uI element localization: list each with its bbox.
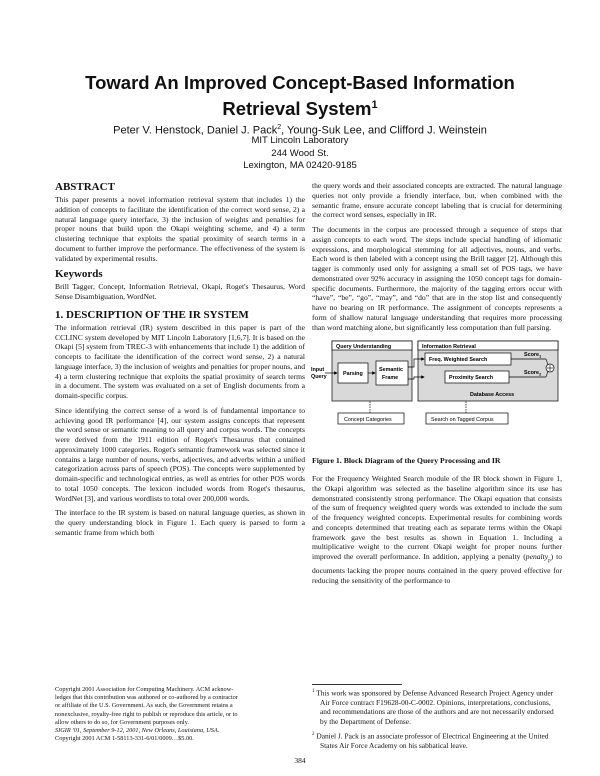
footnote-2-mark: 2 bbox=[312, 732, 315, 738]
freq-weighted-search-label: Freq. Weighted Search bbox=[429, 357, 488, 364]
figure-1-diagram bbox=[310, 337, 562, 452]
footnote-1 bbox=[312, 687, 562, 726]
semantic-frame-box bbox=[376, 361, 408, 385]
query-understanding-label: Query Understanding bbox=[336, 344, 392, 351]
left-column bbox=[55, 181, 305, 543]
authors-before: Peter V. Henstock, Daniel J. Pack bbox=[113, 124, 278, 137]
score-1-label bbox=[524, 352, 542, 359]
information-retrieval-label: Information Retrieval bbox=[422, 344, 476, 351]
page-number: 384 bbox=[294, 756, 306, 765]
title-footnote-mark: 1 bbox=[371, 99, 378, 111]
section-1-paragraph-1: The information retrieval (IR) system described in this paper is part of the CCLINC system developed by MIT Lincoln Laboratory [1,6,7]. It is based on the Okapi [5] system from TREC-3 with enhancements that include 1) the addition of concepts to facilitate the identification of the correct word sense, 2) a natural language interface, 3) the inclusion of weights and penalties for proper nouns, and 4) a term clustering technique that exploits the spatial proximity of search terms in a document. The system was evaluated on a set of English documents from a domain-specific corpus. bbox=[55, 322, 305, 400]
copyright-line: allow others to do so, for Government purposes only. bbox=[55, 718, 189, 726]
copyright-line: Copyright 2001 ACM 1-58113-331-6/01/0009…$5.00. bbox=[55, 735, 194, 743]
title-line-2 bbox=[0, 94, 600, 120]
section-1-paragraph-2: Since identifying the correct sense of a word is of fundamental importance to achieving good IR performance [4], our system assigns concepts that represent the word sense or semantic meaning to all query and corpus words. The concepts were derived from the 1911 edition of Roget's Thesaurus that contained approximately 1000 categories. Roget's semantic framework was selected since it contains a large number of nouns, verbs, adjectives, and adverbs within a unified categorization across parts of speech (POS). The concepts were supplemented by domain-specific and technological entries, as well as entries for other POS words to total 1050 concepts. The lexicon included words from Roget's thesaurus, WordNet [3], and various wordlists to total over 200,000 words. bbox=[55, 405, 305, 503]
title-line-1: Toward An Improved Concept-Based Information bbox=[85, 72, 515, 93]
footnote-rule bbox=[312, 684, 402, 685]
copyright-line: ledges that this contribution was authored or co-authored by a contractor bbox=[55, 694, 238, 702]
section-1-paragraph-5: The documents in the corpus are processed through a sequence of steps that assign concepts to each word. The steps include special handling of idiomatic expressions, and morphological stemming for all adjectives, nouns, and verbs. Each word is then labeled with a concept using the Brill tagger [2]. Although this tagger is commonly used only for assigning a small set of POS tags, we have demonstrated over 92% accuracy in assigning the 1050 concept tags for domain-specific documents. Furthermore, the majority of the tagging errors occur with “have”, “be”, “go”, “may”, and “do” that are in the stop list and consequently have no bearing on IR performance. The assignment of concepts represents a form of shallow natural language understanding that requires more processing than word matching alone, but significantly less computation than full parsing. bbox=[312, 225, 562, 332]
footnote-1-text: This work was sponsored by Defense Advanced Research Project Agency under Air Force contract F19628-00-C-0002. Opinions, interpretations, conclusions, and recommendations are those of the authors and are not necessarily endorsed by the Department of Defense. bbox=[316, 688, 554, 726]
copyright-line: SIGIR '01, September 9-12, 2001, New Orleans, Louisiana, USA. bbox=[55, 727, 220, 735]
abstract-heading: ABSTRACT bbox=[55, 181, 115, 193]
section-1-paragraph-3: The interface to the IR system is based on natural language queries, as shown in the query understanding block in Figure 1. Each query is parsed to form a semantic frame from which both bbox=[55, 508, 305, 537]
tagged-corpus-label: Search on Tagged Corpus bbox=[431, 417, 494, 424]
paragraph-6-end: ) to documents lacking the proper nouns contained in the query proved effective for reducing the sensitivity of the performance to bbox=[312, 552, 562, 586]
footnotes bbox=[312, 684, 562, 754]
proximity-search-label: Proximity Search bbox=[449, 375, 494, 382]
paper-title bbox=[0, 72, 600, 120]
score-1-text: Score bbox=[524, 352, 539, 359]
input-query-label-2: Query bbox=[311, 374, 327, 381]
paragraph-6-text: For the Frequency Weighted Search module of the IR block shown in Figure 1, the Okapi algorithm was selected as the baseline algorithm since its use has demonstrated consistently strong performance. The Okapi equation that consists of the sum of frequency weighted query words was extended to include the sum of the frequency weighted concepts. Experimental results for combining words and concepts determined that treating each as separate terms within the Okapi framework gave the best results as shown in Equation 1. Including a multiplicative weight to the current Okapi weight for proper nouns further improved the overall performance. In addition, applying a penalty ( bbox=[312, 474, 562, 561]
copyright-line: Copyright 2001 Association for Computing Machinery. ACM acknow- bbox=[55, 686, 234, 693]
penalty-symbol: penalty bbox=[525, 552, 549, 561]
affiliation-block bbox=[0, 135, 600, 173]
copyright-line: nonexclusive, royalty-free right to publish or reproduce this article, or to bbox=[55, 710, 238, 718]
copyright-notice bbox=[55, 686, 305, 743]
semantic-frame-label-2: Frame bbox=[382, 375, 399, 382]
block-diagram-svg bbox=[310, 337, 562, 447]
abstract-text: This paper presents a novel information retrieval system that includes 1) the addition of concepts to facilitate the identification of the correct word sense, 2) a natural language query interface, 3) the inclusion of weights and penalties for proper nouns that build upon the Okapi weighting scheme, and 4) a term clustering technique that exploits the spatial proximity of search terms in a document to further improve the performance. The effectiveness of the system is validated by experimental results. bbox=[55, 195, 305, 263]
database-access-label: Database Access bbox=[470, 392, 515, 399]
authors-after: , Young-Suk Lee, and Clifford J. Weinstein bbox=[281, 124, 487, 137]
affiliation: MIT Lincoln Laboratory bbox=[251, 135, 349, 146]
parsing-label: Parsing bbox=[343, 371, 363, 378]
score-2-label bbox=[524, 370, 542, 377]
title-line-2-text: Retrieval System bbox=[222, 98, 372, 120]
penalty-subscript: p bbox=[548, 558, 551, 564]
figure-1-caption: Figure 1. Block Diagram of the Query Processing and IR bbox=[312, 456, 501, 466]
footnote-2-text: Daniel J. Pack is an associate professor of Electrical Engineering at the United States Air Force Academy on his sabbatical leave. bbox=[316, 731, 549, 750]
street-address: 244 Wood St. bbox=[271, 147, 329, 159]
section-1-paragraph-4: the query words and their associated concepts are extracted. The natural language queries not only provide a friendly interface, but, when combined with the semantic frame, ensure accurate concept labeling that is crucial for determining the correct word senses, especially in IR. bbox=[312, 181, 562, 220]
footnote-2 bbox=[312, 730, 562, 750]
keywords-text: Brill Tagger, Concept, Information Retrieval, Okapi, Roget's Thesaurus, Word Sense Disambiguation, WordNet. bbox=[55, 282, 305, 301]
section-1-paragraph-6 bbox=[312, 474, 562, 586]
concept-categories-label: Concept Categories bbox=[344, 417, 392, 424]
input-query-label-1: Input bbox=[311, 367, 325, 374]
score-2-sub: 2 bbox=[538, 371, 542, 377]
score-1-sub: 1 bbox=[538, 353, 542, 359]
copyright-line: or affiliate of the U.S. Government. As such, the Government retains a bbox=[55, 702, 233, 710]
semantic-frame-label-1: Semantic bbox=[379, 367, 403, 374]
footnote-1-mark: 1 bbox=[312, 689, 315, 694]
city-address: Lexington, MA 02420-9185 bbox=[243, 160, 357, 171]
keywords-heading: Keywords bbox=[55, 268, 103, 281]
score-2-text: Score bbox=[524, 370, 539, 377]
section-1-heading: 1. DESCRIPTION OF THE IR SYSTEM bbox=[55, 308, 249, 321]
right-column bbox=[312, 181, 562, 591]
author-footnote-mark: 2 bbox=[277, 124, 282, 131]
